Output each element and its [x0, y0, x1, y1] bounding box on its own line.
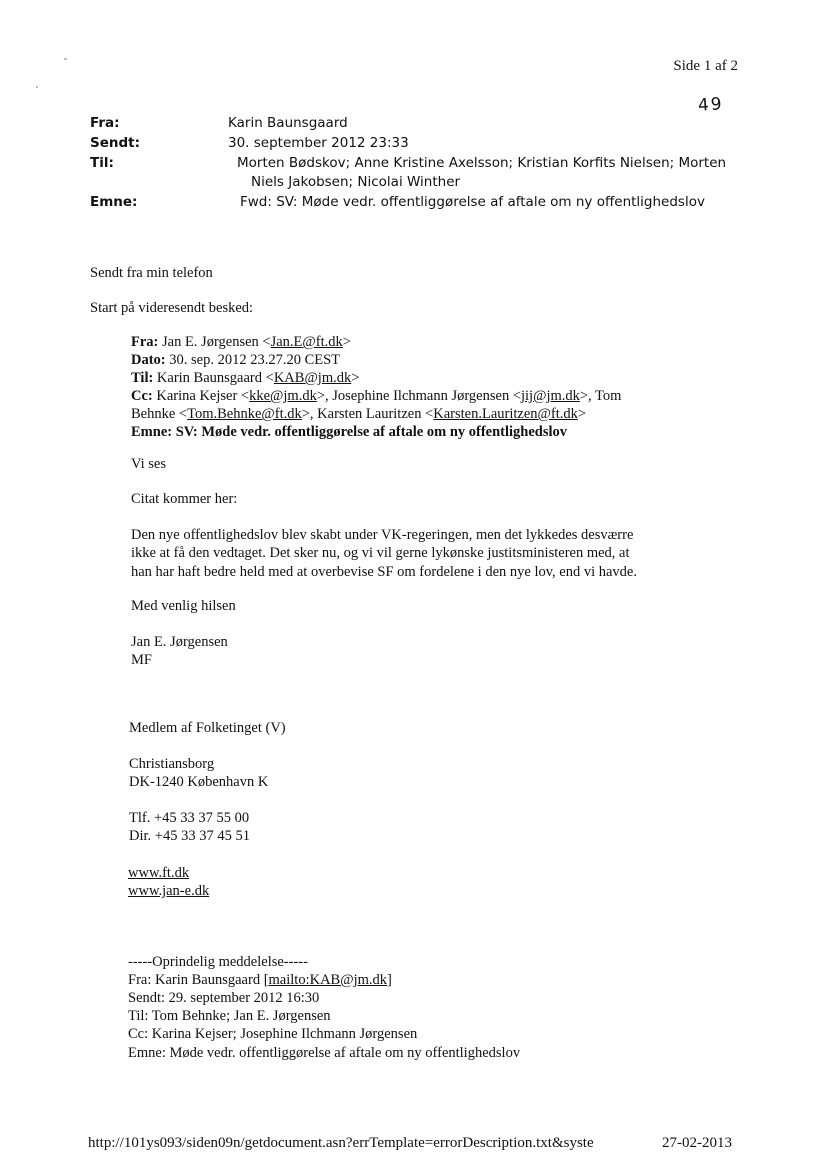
- subject-label: Emne:: [90, 194, 138, 210]
- original-from-line: [128, 972, 392, 989]
- fwd-cc-email2-link[interactable]: jij@jm.dk: [521, 388, 580, 404]
- page-number: Side 1 af 2: [673, 58, 738, 74]
- fwd-cc-email4-link[interactable]: Karsten.Lauritzen@ft.dk: [433, 406, 578, 422]
- body-paragraph-line1: Den nye offentlighedslov blev skabt under VK-regeringen, men det lykkedes desværre: [131, 527, 634, 543]
- body-greeting: Med venlig hilsen: [131, 598, 236, 614]
- from-value: Karin Baunsgaard: [228, 115, 348, 131]
- forward-intro: Start på videresendt besked:: [90, 300, 254, 316]
- fwd-date-line: [131, 352, 340, 369]
- fwd-cc-line2-part2: >, Karsten Lauritzen <: [301, 406, 434, 422]
- original-to: Til: Tom Behnke; Jan E. Jørgensen: [128, 1008, 331, 1024]
- scan-speck: [36, 86, 38, 88]
- from-label: Fra:: [90, 115, 120, 131]
- footer-date: 27-02-2013: [662, 1135, 732, 1151]
- fwd-cc-part1: Karina Kejser <: [156, 388, 250, 404]
- fwd-cc-email1-link[interactable]: kke@jm.dk: [249, 388, 317, 404]
- signature-phone: Tlf. +45 33 37 55 00: [129, 810, 250, 826]
- footer-url: http://101ys093/siden09n/getdocument.asn?errTemplate=errorDescription.txt&syste: [88, 1135, 594, 1151]
- original-from-suffix: ]: [387, 972, 392, 988]
- original-mailto-link[interactable]: mailto:KAB@jm.dk: [268, 972, 388, 988]
- original-from-prefix: Fra: Karin Baunsgaard [: [128, 972, 269, 988]
- fwd-subject-line: Emne: SV: Møde vedr. offentliggørelse af aftale om ny offentlighedslov: [131, 424, 568, 440]
- fwd-cc-email3-link[interactable]: Tom.Behnke@ft.dk: [187, 406, 302, 422]
- to-value-line1: Morten Bødskov; Anne Kristine Axelsson; Kristian Korfits Nielsen; Morten: [237, 155, 727, 171]
- fwd-cc-line2: [131, 406, 586, 423]
- fwd-to-close: >: [351, 370, 360, 386]
- sent-from-phone: Sendt fra min telefon: [90, 265, 213, 281]
- to-label: Til:: [90, 155, 114, 171]
- fwd-to-label: Til:: [131, 370, 154, 386]
- original-cc: Cc: Karina Kejser; Josephine Ilchmann Jørgensen: [128, 1026, 418, 1042]
- to-value-line2: Niels Jakobsen; Nicolai Winther: [251, 174, 461, 190]
- original-subject: Emne: Møde vedr. offentliggørelse af aftale om ny offentlighedslov: [128, 1045, 521, 1061]
- original-sent: Sendt: 29. september 2012 16:30: [128, 990, 320, 1006]
- fwd-to-line: [131, 370, 359, 387]
- signature-member: Medlem af Folketinget (V): [129, 720, 286, 736]
- body-citat: Citat kommer her:: [131, 491, 238, 507]
- fwd-cc-line2-part3: >: [577, 406, 587, 422]
- fwd-cc-part2: >, Josephine Ilchmann Jørgensen <: [316, 388, 521, 404]
- signature-title: MF: [131, 652, 152, 668]
- original-separator: -----Oprindelig meddelelse-----: [128, 954, 308, 970]
- sent-value: 30. september 2012 23:33: [228, 135, 409, 151]
- signature-address-line1: Christiansborg: [129, 756, 215, 772]
- signature-direct-phone: Dir. +45 33 37 45 51: [129, 828, 250, 844]
- scan-speck: [64, 58, 67, 60]
- fwd-cc-line2-part1: Behnke <: [131, 406, 188, 422]
- fwd-from-email-link[interactable]: Jan.E@ft.dk: [270, 334, 343, 350]
- subject-value: Fwd: SV: Møde vedr. offentliggørelse af aftale om ny offentlighedslov: [240, 194, 705, 210]
- fwd-from-label: Fra:: [131, 334, 159, 350]
- fwd-cc-part3: >, Tom: [579, 388, 622, 404]
- handwritten-number: 49: [697, 94, 725, 116]
- body-paragraph-line3: han har haft bedre held med at overbevise SF om fordelene i den nye lov, end vi havde.: [131, 564, 637, 580]
- fwd-from-line: [131, 334, 351, 351]
- sent-label: Sendt:: [90, 135, 141, 151]
- fwd-from-close: >: [342, 334, 351, 350]
- fwd-to-name: Karin Baunsgaard <: [156, 370, 274, 386]
- fwd-to-email-link[interactable]: KAB@jm.dk: [273, 370, 352, 386]
- body-paragraph-line2: ikke at få den vedtaget. Det sker nu, og vi vil gerne lykønske justitsministeren med, at: [131, 545, 630, 561]
- website-link-ft[interactable]: www.ft.dk: [128, 865, 190, 881]
- signature-name: Jan E. Jørgensen: [131, 634, 228, 650]
- fwd-date-label: Dato:: [131, 352, 166, 368]
- fwd-cc-line1: [131, 388, 621, 405]
- fwd-date-value: 30. sep. 2012 23.27.20 CEST: [169, 352, 341, 368]
- website-link-jan-e[interactable]: www.jan-e.dk: [128, 883, 210, 899]
- body-vi-ses: Vi ses: [131, 456, 166, 472]
- fwd-from-name: Jan E. Jørgensen <: [162, 334, 271, 350]
- signature-address-line2: DK-1240 København K: [129, 774, 269, 790]
- fwd-cc-label: Cc:: [131, 388, 153, 404]
